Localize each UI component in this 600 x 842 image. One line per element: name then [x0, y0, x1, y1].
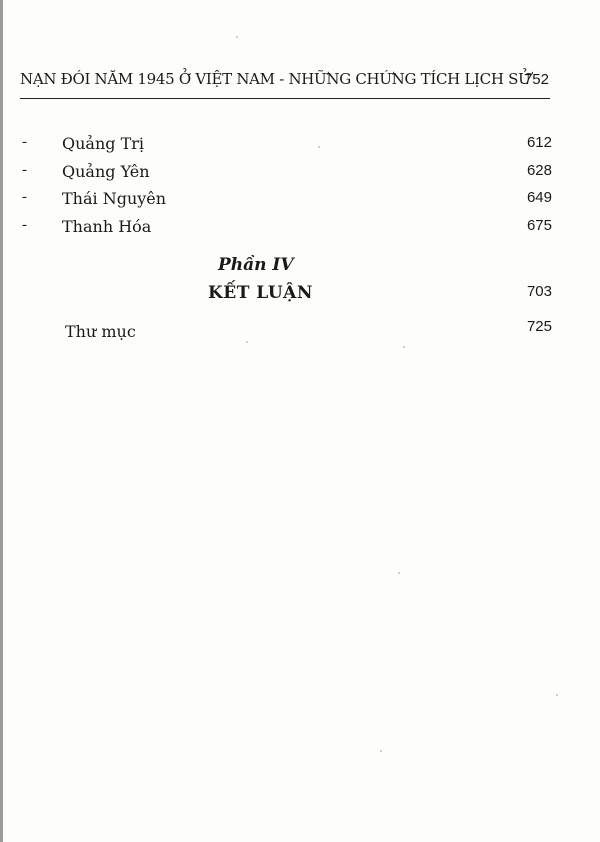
running-header-page-number: 752 — [523, 71, 549, 88]
scan-speck — [318, 146, 320, 148]
scan-speck — [556, 694, 558, 696]
running-header-title: NẠN ĐÓI NĂM 1945 Ở VIỆT NAM - NHỮNG CHỨNG TÍCH LỊCH SỬ — [20, 70, 531, 88]
section-title-conclusion: KẾT LUẬN — [208, 283, 313, 303]
toc-entry-label: Quảng Trị — [62, 134, 145, 153]
toc-entry-page: 725 — [526, 318, 552, 335]
header-divider — [20, 98, 550, 99]
scan-speck — [403, 346, 405, 348]
toc-entry-bibliography — [0, 318, 600, 344]
toc-entry-label: Thư mục — [65, 322, 136, 341]
toc-entry-label: Thanh Hóa — [62, 217, 152, 236]
part-heading: Phần IV — [218, 255, 294, 275]
toc-entry-page: 628 — [526, 162, 552, 179]
toc-bullet: - — [22, 217, 27, 233]
toc-entry-label: Quảng Yên — [62, 162, 150, 181]
toc-entry-label: Thái Nguyên — [62, 189, 167, 208]
toc-entry-page: 649 — [526, 189, 552, 206]
section-page-number: 703 — [526, 283, 552, 300]
toc-entry-quang-tri — [0, 134, 600, 156]
toc-entry-thanh-hoa — [0, 217, 600, 239]
toc-bullet: - — [22, 189, 27, 205]
toc-entry-page: 675 — [526, 217, 552, 234]
toc-entry-quang-yen — [0, 162, 600, 184]
scan-speck — [236, 36, 238, 38]
toc-entry-page: 612 — [526, 134, 552, 151]
toc-bullet: - — [22, 162, 27, 178]
scan-speck — [246, 341, 248, 343]
toc-entry-thai-nguyen — [0, 189, 600, 211]
page-edge — [0, 0, 3, 842]
scan-speck — [398, 572, 400, 574]
toc-bullet: - — [22, 134, 27, 150]
scan-speck — [380, 750, 382, 752]
